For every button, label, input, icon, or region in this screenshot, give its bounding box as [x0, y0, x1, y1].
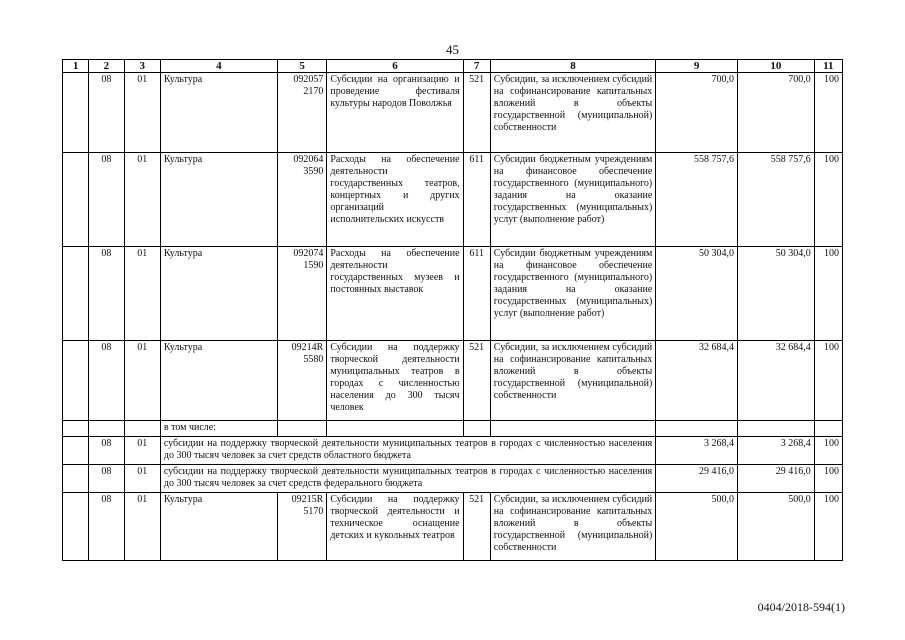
cell-type: 521 — [463, 341, 490, 421]
cell-subsection: 01 — [124, 247, 160, 341]
cell-empty — [63, 247, 89, 341]
cell-empty — [656, 421, 738, 437]
cell-amount: 32 684,4 — [656, 341, 738, 421]
cell-section: 08 — [89, 493, 124, 561]
header-cell: 2 — [89, 60, 124, 73]
cell-name: Культура — [160, 493, 277, 561]
cell-description: Субсидии на поддержку творческой деятельности и техническое оснащение детских и кукольных театров — [327, 493, 463, 561]
cell-code: 092057 2170 — [277, 73, 326, 153]
cell-subsection: 01 — [124, 153, 160, 247]
table-row — [63, 493, 843, 561]
cell-subsidy-text: субсидии на поддержку творческой деятельности муниципальных театров в городах с численностью населения до 300 тысяч человек за счет средств областного бюджета — [160, 437, 655, 465]
cell-empty — [63, 153, 89, 247]
cell-amount-2: 700,0 — [738, 73, 815, 153]
cell-empty — [63, 493, 89, 561]
document-code: 0404/2018-594(1) — [757, 600, 845, 614]
cell-name: Культура — [160, 73, 277, 153]
cell-percent: 100 — [814, 247, 842, 341]
cell-amount: 50 304,0 — [656, 247, 738, 341]
cell-code: 092064 3590 — [277, 153, 326, 247]
cell-subsection: 01 — [124, 465, 160, 493]
cell-description: Расходы на обеспечение деятельности государственных театров, концертных и других организаций исполнительских искусств — [327, 153, 463, 247]
cell-type: 611 — [463, 153, 490, 247]
header-cell: 8 — [490, 60, 655, 73]
cell-expense-type: Субсидии, за исключением субсидий на софинансирование капитальных вложений в объекты государственной (муниципальной) собственности — [490, 341, 655, 421]
cell-amount: 558 757,6 — [656, 153, 738, 247]
cell-name: Культура — [160, 153, 277, 247]
table-header-row — [63, 60, 843, 73]
table-subrow — [63, 437, 843, 465]
cell-amount-2: 3 268,4 — [738, 437, 815, 465]
header-cell: 10 — [738, 60, 815, 73]
cell-expense-type: Субсидии бюджетным учреждениям на финансовое обеспечение государственного (муниципального) задания на оказание государственных (муниципальных) услуг (выполнение работ) — [490, 247, 655, 341]
cell-name: Культура — [160, 247, 277, 341]
cell-empty — [327, 421, 463, 437]
cell-empty — [463, 421, 490, 437]
cell-amount: 700,0 — [656, 73, 738, 153]
cell-section: 08 — [89, 73, 124, 153]
cell-percent: 100 — [814, 437, 842, 465]
cell-description: Субсидии на поддержку творческой деятельности муниципальных театров в городах с численностью населения до 300 тысяч человек — [327, 341, 463, 421]
cell-section: 08 — [89, 341, 124, 421]
cell-description: Расходы на обеспечение деятельности государственных музеев и постоянных выставок — [327, 247, 463, 341]
header-cell: 7 — [463, 60, 490, 73]
cell-section: 08 — [89, 437, 124, 465]
header-cell: 11 — [814, 60, 842, 73]
cell-percent: 100 — [814, 493, 842, 561]
cell-amount-2: 32 684,4 — [738, 341, 815, 421]
cell-code: 09214R 5580 — [277, 341, 326, 421]
cell-empty — [63, 465, 89, 493]
cell-empty — [63, 341, 89, 421]
cell-amount-2: 558 757,6 — [738, 153, 815, 247]
cell-subsection: 01 — [124, 437, 160, 465]
cell-amount-2: 500,0 — [738, 493, 815, 561]
cell-amount: 3 268,4 — [656, 437, 738, 465]
cell-description: Субсидии на организацию и проведение фестиваля культуры народов Поволжья — [327, 73, 463, 153]
cell-type: 521 — [463, 73, 490, 153]
cell-empty — [738, 421, 815, 437]
cell-code: 092074 1590 — [277, 247, 326, 341]
cell-type: 611 — [463, 247, 490, 341]
cell-empty — [490, 421, 655, 437]
cell-empty — [277, 421, 326, 437]
cell-percent: 100 — [814, 73, 842, 153]
cell-subsidy-text: субсидии на поддержку творческой деятельности муниципальных театров в городах с численностью населения до 300 тысяч человек за счет средств федерального бюджета — [160, 465, 655, 493]
header-cell: 4 — [160, 60, 277, 73]
cell-name: Культура — [160, 341, 277, 421]
cell-code: 09215R 5170 — [277, 493, 326, 561]
header-cell: 9 — [656, 60, 738, 73]
header-cell: 6 — [327, 60, 463, 73]
header-cell: 1 — [63, 60, 89, 73]
cell-expense-type: Субсидии бюджетным учреждениям на финансовое обеспечение государственного (муниципального) задания на оказание государственных (муниципальных) услуг (выполнение работ) — [490, 153, 655, 247]
cell-amount-2: 50 304,0 — [738, 247, 815, 341]
table-row — [63, 341, 843, 421]
table-row — [63, 153, 843, 247]
cell-empty — [814, 421, 842, 437]
including-label: в том числе: — [160, 421, 277, 437]
header-cell: 3 — [124, 60, 160, 73]
cell-empty — [63, 437, 89, 465]
table-row-including — [63, 421, 843, 437]
cell-empty — [124, 421, 160, 437]
page-number: 45 — [446, 42, 459, 57]
cell-percent: 100 — [814, 153, 842, 247]
table-row — [63, 247, 843, 341]
cell-empty — [63, 421, 89, 437]
cell-amount: 29 416,0 — [656, 465, 738, 493]
cell-section: 08 — [89, 153, 124, 247]
cell-subsection: 01 — [124, 493, 160, 561]
cell-amount: 500,0 — [656, 493, 738, 561]
header-cell: 5 — [277, 60, 326, 73]
cell-percent: 100 — [814, 465, 842, 493]
cell-amount-2: 29 416,0 — [738, 465, 815, 493]
cell-expense-type: Субсидии, за исключением субсидий на софинансирование капитальных вложений в объекты государственной (муниципальной) собственности — [490, 73, 655, 153]
cell-empty — [89, 421, 124, 437]
table-row — [63, 73, 843, 153]
cell-expense-type: Субсидии, за исключением субсидий на софинансирование капитальных вложений в объекты государственной (муниципальной) собственности — [490, 493, 655, 561]
cell-empty — [63, 73, 89, 153]
cell-percent: 100 — [814, 341, 842, 421]
cell-subsection: 01 — [124, 341, 160, 421]
cell-subsection: 01 — [124, 73, 160, 153]
cell-section: 08 — [89, 247, 124, 341]
table-subrow — [63, 465, 843, 493]
cell-section: 08 — [89, 465, 124, 493]
budget-table — [62, 59, 843, 561]
cell-type: 521 — [463, 493, 490, 561]
